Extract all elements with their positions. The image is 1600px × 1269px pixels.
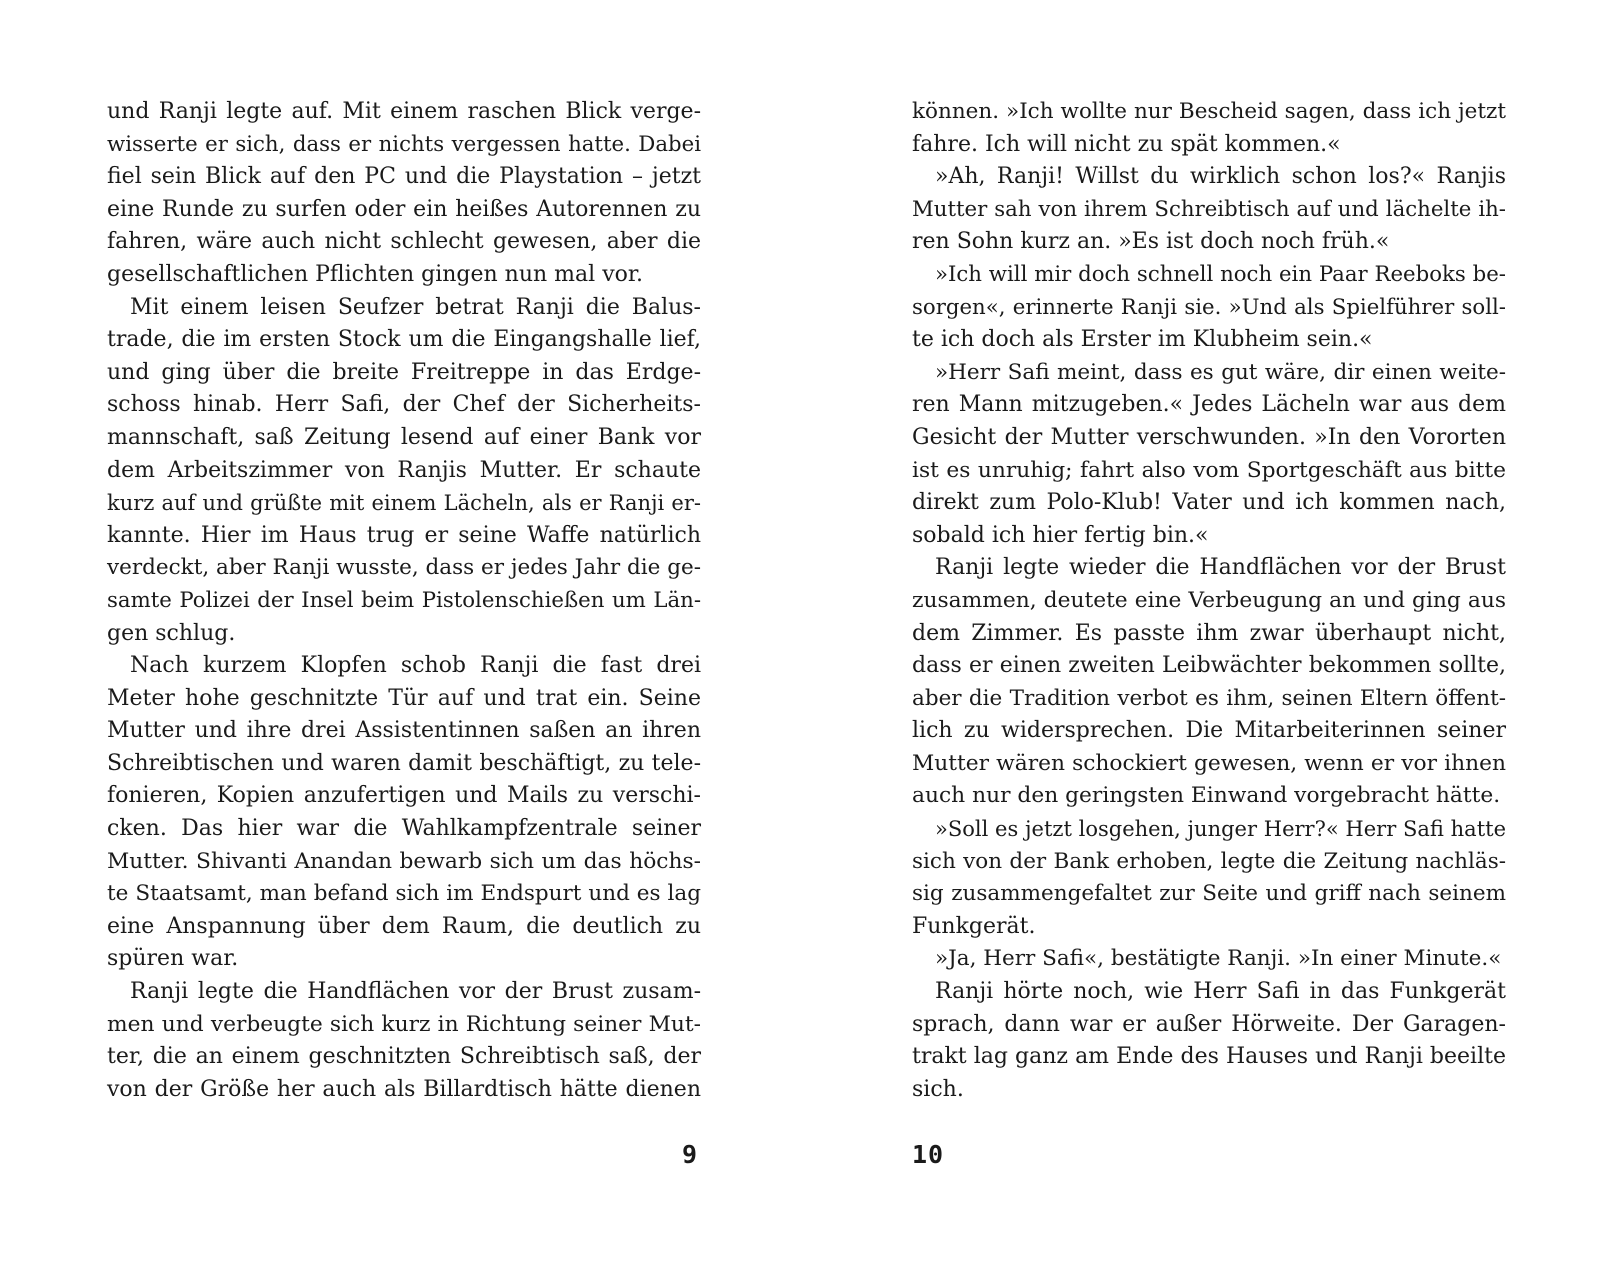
text-line: »Soll es jetzt losgehen, junger Herr?« Herr Safi hatte xyxy=(935,817,1506,842)
text-line: samte Polizei der Insel beim Pistolenschießen um Län- xyxy=(107,587,701,613)
text-line: wisserte er sich, dass er nichts vergessen hatte. Dabei xyxy=(107,131,701,157)
text-line: direkt zum Polo-Klub! Vater und ich kommen nach, xyxy=(912,490,1506,516)
text-line: sobald ich hier fertig bin.« xyxy=(912,522,1209,548)
text-line: cken. Das hier war die Wahlkampfzentrale seiner xyxy=(107,816,701,842)
text-line: »Ja, Herr Safi«, bestätigte Ranji. »In einer Minute.« xyxy=(935,946,1502,972)
text-line: sprach, dann war er außer Hörweite. Der Garagen- xyxy=(912,1011,1506,1037)
text-line: fahren, wäre auch nicht schlecht gewesen, aber die xyxy=(107,229,701,255)
text-line: und ging über die breite Freitreppe in das Erdge- xyxy=(107,359,701,385)
text-line: Mutter sah von ihrem Schreibtisch auf und lächelte ih- xyxy=(912,196,1506,222)
text-line: Ranji hörte noch, wie Herr Safi in das Funkgerät xyxy=(935,979,1506,1005)
text-line: und Ranji legte auf. Mit einem raschen Blick verge- xyxy=(107,99,701,124)
text-line: spüren war. xyxy=(107,946,239,972)
text-line: »Herr Safi meint, dass es gut wäre, dir einen weite- xyxy=(935,359,1506,385)
text-line: zusammen, deutete eine Verbeugung an und ging aus xyxy=(912,587,1506,613)
text-line: auch nur den geringsten Einwand vorgebracht hätte. xyxy=(912,783,1501,809)
text-line: trakt lag ganz am Ende des Hauses und Ranji beeilte xyxy=(912,1044,1506,1070)
text-line: sich. xyxy=(912,1076,964,1102)
text-line: te ich doch als Erster im Klubheim sein.« xyxy=(912,327,1373,353)
text-line: Nach kurzem Klopfen schob Ranji die fast drei xyxy=(130,653,701,679)
text-line: Mutter und ihre drei Assistentinnen saßen an ihren xyxy=(107,718,701,744)
text-line: trade, die im ersten Stock um die Eingangshalle lief, xyxy=(107,327,701,353)
text-line: Ranji legte wieder die Handflächen vor der Brust xyxy=(935,555,1506,581)
right-page-text xyxy=(912,96,1506,1106)
text-line: dem Zimmer. Es passte ihm zwar überhaupt nicht, xyxy=(912,620,1506,646)
text-line: dass er einen zweiten Leibwächter bekommen sollte, xyxy=(912,653,1506,679)
text-line: te Staatsamt, man befand sich im Endspurt und es lag xyxy=(107,881,701,907)
text-line: sorgen«, erinnerte Ranji sie. »Und als Spielführer soll- xyxy=(912,294,1506,320)
text-line: Funkgerät. xyxy=(912,913,1036,939)
page-number-left: 9 xyxy=(682,1140,699,1169)
text-line: men und verbeugte sich kurz in Richtung seiner Mut- xyxy=(107,1011,701,1037)
text-line: eine Runde zu surfen oder ein heißes Autorennen zu xyxy=(107,196,701,222)
text-line: von der Größe her auch als Billardtisch hätte dienen xyxy=(107,1076,701,1102)
page-number-right: 10 xyxy=(912,1140,945,1169)
text-line: lich zu widersprechen. Die Mitarbeiterinnen seiner xyxy=(912,718,1506,744)
text-line: Schreibtischen und waren damit beschäftigt, zu tele- xyxy=(107,750,701,776)
text-line: dem Arbeitszimmer von Ranjis Mutter. Er schaute xyxy=(107,457,701,483)
text-line: schoss hinab. Herr Safi, der Chef der Sicherheits- xyxy=(107,392,701,418)
text-line: Mutter. Shivanti Anandan bewarb sich um das höchs- xyxy=(107,848,701,874)
text-line: fahre. Ich will nicht zu spät kommen.« xyxy=(912,131,1341,157)
text-line: ren Sohn kurz an. »Es ist doch noch früh.« xyxy=(912,229,1390,255)
text-line: verdeckt, aber Ranji wusste, dass er jedes Jahr die ge- xyxy=(107,555,701,581)
text-line: sig zusammengefaltet zur Seite und griff nach seinem xyxy=(912,881,1506,907)
text-line: gen schlug. xyxy=(107,620,236,646)
text-line: mannschaft, saß Zeitung lesend auf einer Bank vor xyxy=(107,424,701,450)
text-line: kannte. Hier im Haus trug er seine Waffe natürlich xyxy=(107,522,701,548)
text-line: ist es unruhig; fahrt also vom Sportgeschäft aus bitte xyxy=(912,457,1506,483)
text-line: fiel sein Blick auf den PC und die Playstation – jetzt xyxy=(107,164,701,190)
text-line: kurz auf und grüßte mit einem Lächeln, als er Ranji er- xyxy=(107,491,701,516)
text-line: gesellschaftlichen Pflichten gingen nun mal vor. xyxy=(107,261,643,287)
text-line: können. »Ich wollte nur Bescheid sagen, dass ich jetzt xyxy=(912,99,1506,124)
text-line: Ranji legte die Handflächen vor der Brust zusam- xyxy=(130,979,701,1005)
text-line: ren Mann mitzugeben.« Jedes Lächeln war aus dem xyxy=(912,392,1506,418)
text-line: Gesicht der Mutter verschwunden. »In den Vororten xyxy=(912,424,1506,450)
text-line: ter, die an einem geschnitzten Schreibtisch saß, der xyxy=(107,1044,701,1070)
text-line: Meter hohe geschnitzte Tür auf und trat ein. Seine xyxy=(107,685,701,711)
text-line: »Ah, Ranji! Willst du wirklich schon los?« Ranjis xyxy=(935,164,1506,190)
text-line: sich von der Bank erhoben, legte die Zeitung nachläs- xyxy=(912,848,1506,874)
text-line: »Ich will mir doch schnell noch ein Paar Reeboks be- xyxy=(935,261,1506,287)
text-line: fonieren, Kopien anzufertigen und Mails zu verschi- xyxy=(107,783,701,809)
text-line: Mutter wären schockiert gewesen, wenn er vor ihnen xyxy=(912,750,1506,776)
text-line: eine Anspannung über dem Raum, die deutlich zu xyxy=(107,913,701,939)
text-line: Mit einem leisen Seufzer betrat Ranji die Balus- xyxy=(130,294,701,320)
left-page-text xyxy=(107,96,701,1106)
text-line: aber die Tradition verbot es ihm, seinen Eltern öffent- xyxy=(912,685,1506,711)
